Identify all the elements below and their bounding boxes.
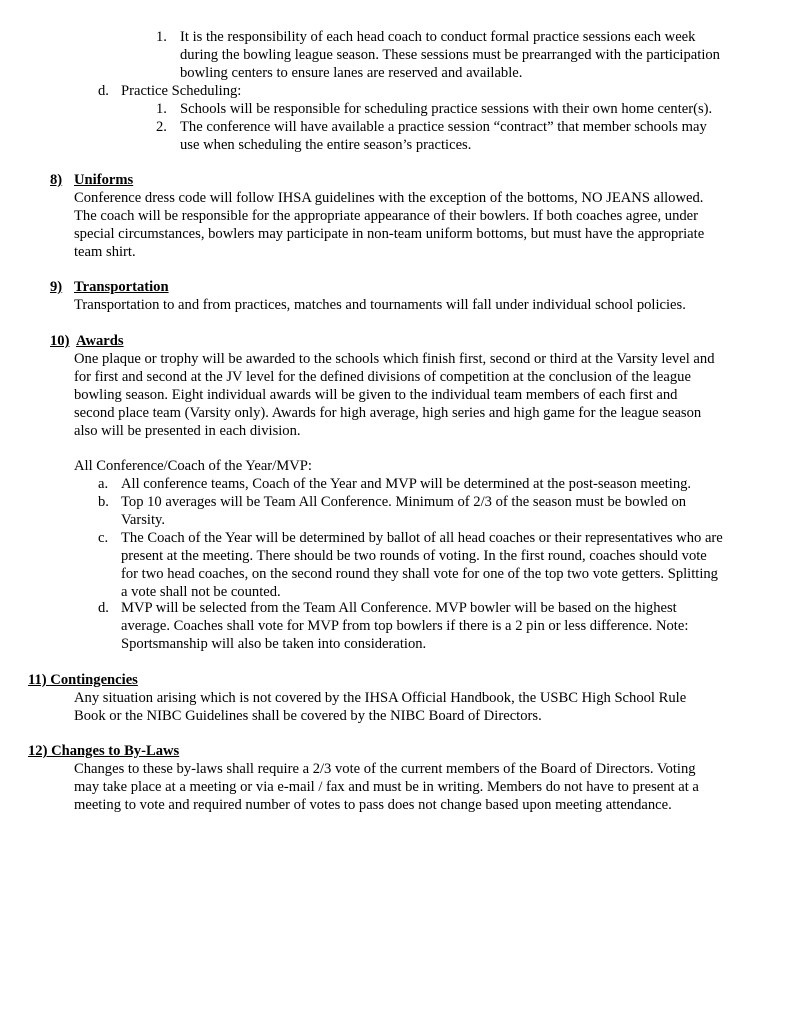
text-line: during the bowling league season. These sessions must be prearranged with the participation xyxy=(180,47,720,63)
section-number: 8) xyxy=(50,172,63,188)
text-line: Top 10 averages will be Team All Conference. Minimum of 2/3 of the season must be bowled on xyxy=(121,494,687,510)
text-line: All conference teams, Coach of the Year and MVP will be determined at the post-season meeting. xyxy=(121,476,692,492)
section-heading: 11) Contingencies xyxy=(28,672,138,688)
list-number: 1. xyxy=(156,29,167,45)
text-line: use when scheduling the entire season’s practices. xyxy=(180,137,472,153)
text-line: Conference dress code will follow IHSA guidelines with the exception of the bottoms, NO JEANS allowed. xyxy=(74,190,704,206)
text-line: One plaque or trophy will be awarded to the schools which finish first, second or third at the Varsity level and xyxy=(74,351,715,367)
text-line: Any situation arising which is not covered by the IHSA Official Handbook, the USBC High School Rule xyxy=(74,690,687,706)
section-heading: Awards xyxy=(76,333,124,349)
text-line: MVP will be selected from the Team All Conference. MVP bowler will be based on the highest xyxy=(121,600,677,616)
section-heading: Transportation xyxy=(74,279,169,295)
section-heading: Uniforms xyxy=(74,172,134,188)
list-letter: d. xyxy=(98,600,109,616)
text-line: for two head coaches, on the second round they shall vote for one of the top two vote getters. Splitting xyxy=(121,566,718,582)
list-number: 1. xyxy=(156,101,167,117)
text-line: Book or the NIBC Guidelines shall be covered by the NIBC Board of Directors. xyxy=(74,708,542,724)
text-line: for first and second at the JV level for the defined divisions of competition at the conclusion of the league xyxy=(74,369,691,385)
list-letter: b. xyxy=(98,494,109,510)
text-line: Sportsmanship will also be taken into consideration. xyxy=(121,636,427,652)
section-heading: 12) Changes to By-Laws xyxy=(28,743,180,759)
section-number: 10) xyxy=(50,333,70,349)
text-line: average. Coaches shall vote for MVP from top bowlers if there is a 2 pin or less difference. Note: xyxy=(121,618,689,634)
text-line: Transportation to and from practices, matches and tournaments will fall under individual school policies. xyxy=(74,297,686,313)
text-line: The coach will be responsible for the appropriate appearance of their bowlers. If both coaches agree, under xyxy=(74,208,699,224)
text-line: team shirt. xyxy=(74,244,136,260)
text-line: meeting to vote and required number of votes to pass does not change based upon meeting attendance. xyxy=(74,797,672,813)
list-number: 2. xyxy=(156,119,167,135)
text-line: bowling centers to ensure lanes are reserved and available. xyxy=(180,65,523,81)
text-line: present at the meeting. There should be two rounds of voting. In the first round, coaches should vote xyxy=(121,548,707,564)
text-line: a vote shall not be counted. xyxy=(121,584,281,600)
subheading: All Conference/Coach of the Year/MVP: xyxy=(74,458,312,474)
text-line: second place team (Varsity only). Awards for high average, high series and high game for the league season xyxy=(74,405,702,421)
text-line: It is the responsibility of each head coach to conduct formal practice sessions each week xyxy=(180,29,696,45)
text-line: may take place at a meeting or via e-mail / fax and must be in writing. Members do not have to present at a xyxy=(74,779,699,795)
text-line: Varsity. xyxy=(121,512,166,528)
text-line: The conference will have available a practice session “contract” that member schools may xyxy=(180,119,707,135)
text-line: Changes to these by-laws shall require a 2/3 vote of the current members of the Board of Directors. Voting xyxy=(74,761,696,777)
text-line: bowling season. Eight individual awards will be given to the individual team members of each first and xyxy=(74,387,678,403)
subsection-title: Practice Scheduling: xyxy=(121,83,242,99)
text-line: also will be presented in each division. xyxy=(74,423,301,439)
text-line: The Coach of the Year will be determined by ballot of all head coaches or their representatives who are xyxy=(121,530,723,546)
section-number: 9) xyxy=(50,279,63,295)
list-letter: c. xyxy=(98,530,109,546)
list-letter: a. xyxy=(98,476,109,492)
text-line: special circumstances, bowlers may participate in non-team uniform bottoms, but must have the appropriate xyxy=(74,226,705,242)
list-letter: d. xyxy=(98,83,109,99)
text-line: Schools will be responsible for scheduling practice sessions with their own home center(s). xyxy=(180,101,713,117)
